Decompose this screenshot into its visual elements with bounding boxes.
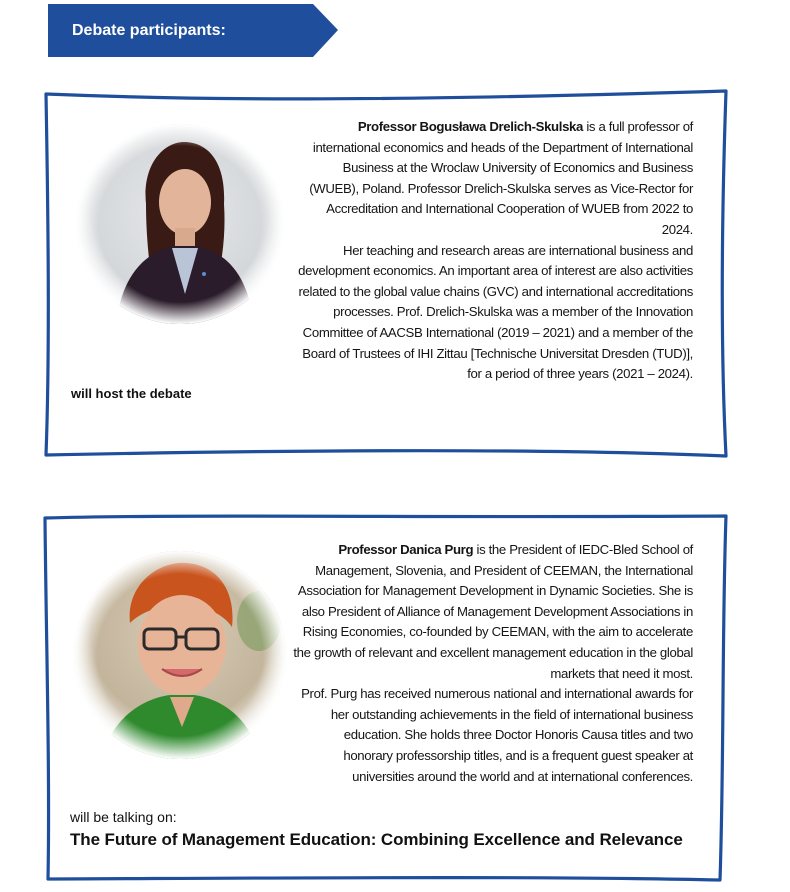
bio-text: is a full professor of international economics and heads of the Department of International Business at the Wroclaw University of Economics and Business (WUEB), Poland. Professor Drelich-Skulska serves as Vice-Rector for Accreditation and International Cooperation of WUEB from 2022 to 2024. — [309, 119, 693, 237]
participant-card-2 — [40, 512, 730, 884]
bio-text: is the President of IEDC-Bled School of Management, Slovenia, and President of CEEMAN, the International Association for Management Development in Dynamic Societies. She is also President of Alliance of Management Development Associations in Rising Economies, co-founded by CEEMAN, with the aim to accelerate the growth of relevant and excellent management education in the global markets that need it most. — [293, 542, 693, 681]
banner-title: Debate participants: — [72, 22, 226, 39]
role-note: will be talking on: — [70, 809, 177, 825]
portrait-purg — [74, 551, 286, 759]
section-banner — [48, 4, 338, 57]
talk-title: The Future of Management Education: Combining Excellence and Relevance — [70, 830, 683, 849]
bio-purg — [292, 540, 693, 787]
participant-card-1 — [40, 88, 730, 462]
role-note: will host the debate — [71, 386, 192, 401]
portrait-drelich-skulska — [76, 124, 284, 324]
participant-name: Professor Bogusława Drelich-Skulska — [357, 119, 584, 134]
bio-text-2: Her teaching and research areas are international business and development economics. An important area of interest are also activities related to the global value chains (GVC) and international accreditations processes. Prof. Drelich-Skulska was a member of the Innovation Committee of AACSB International (2019 – 2021) and a member of the Board of Trustees of IHI Zittau [Technische Universitat Dresden (TUD)], for a period of three years (2021 – 2024). — [298, 242, 693, 382]
participant-name: Professor Danica Purg — [338, 542, 474, 557]
bio-drelich-skulska — [292, 117, 693, 385]
bio-text-2: Prof. Purg has received numerous national and international awards for her outstanding achievements in the field of international business education. She holds three Doctor Honoris Causa titles and two honorary professorship titles, and is a frequent guest speaker at universities around the world and at international conferences. — [301, 686, 693, 784]
